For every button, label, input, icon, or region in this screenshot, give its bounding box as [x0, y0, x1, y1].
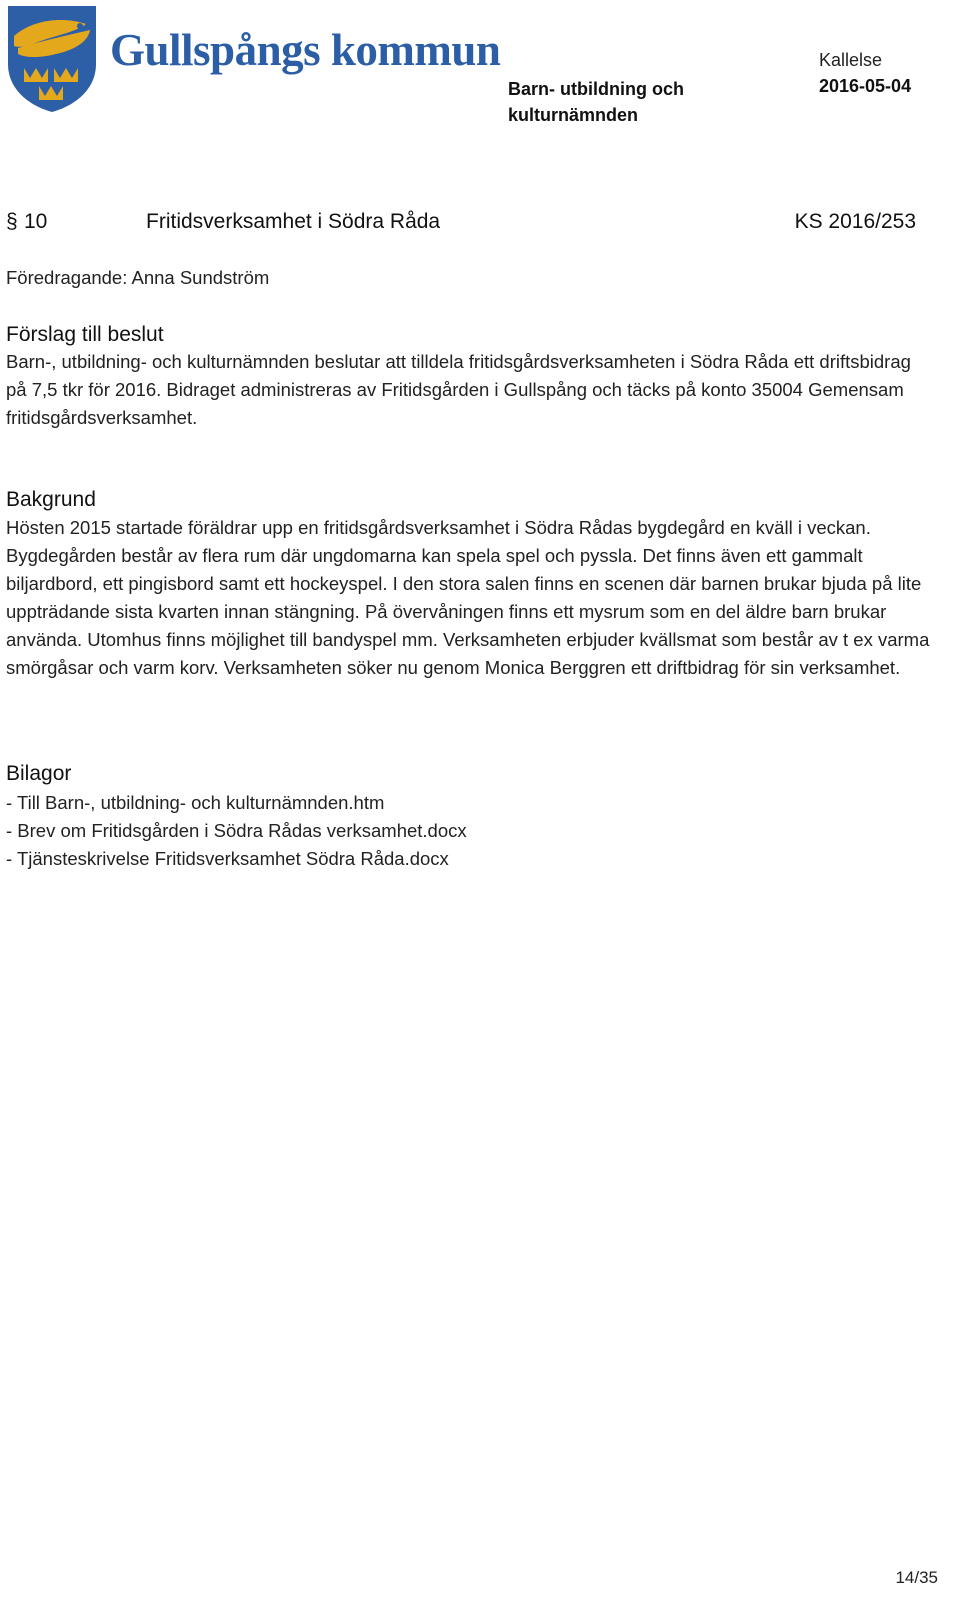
presenter: Föredragande: Anna Sundström: [6, 267, 270, 288]
section-number: 10: [24, 210, 48, 233]
section-symbol: §: [6, 210, 18, 233]
page-number: 14/35: [895, 1568, 938, 1587]
section-title: Fritidsverksamhet i Södra Råda: [146, 210, 441, 233]
meeting-date: 2016-05-04: [819, 76, 912, 96]
proposal-text: Barn-, utbildning- och kulturnämnden beslutar att tilldela fritidsgårdsverksamheten i Södra Råda ett driftsbidrag på 7,5 tkr för 2016. Bidraget administreras av Fritidsgården i Gullspång och täcks på konto 35004 Gemensam fritidsgårdsverksamhet.: [6, 351, 911, 428]
proposal-heading: Förslag till beslut: [6, 323, 164, 346]
attachments-list: [6, 789, 936, 873]
municipality-name: Gullspångs kommun: [110, 25, 501, 75]
attachment-item[interactable]: - Brev om Fritidsgården i Södra Rådas verksamhet.docx: [6, 820, 467, 841]
attachments-heading: Bilagor: [6, 762, 72, 785]
municipality-logo: [4, 2, 501, 120]
background-text: Hösten 2015 startade föräldrar upp en fritidsgårdsverksamhet i Södra Rådas bygdegård en kväll i veckan. Bygdegården består av flera rum där ungdomarna kan spela spel och pyssla. Det finns även ett gammalt biljardbord, ett pingisbord samt ett hockeyspel. I den stora salen finns en scenen där barnen brukar bjuda på lite uppträdande sista kvarten innan stängning. På övervåningen finns ett mysrum som en del äldre barn brukar använda. Utomhus finns möjlighet till bandyspel mm. Verksamheten erbjuder kvällsmat som består av t ex varma smörgåsar och varm korv. Verksamheten söker nu genom Monica Berggren ett driftbidrag för sin verksamhet.: [6, 517, 930, 678]
case-reference: KS 2016/253: [794, 210, 916, 233]
attachment-item[interactable]: - Till Barn-, utbildning- och kulturnämnden.htm: [6, 792, 385, 813]
attachment-item[interactable]: - Tjänsteskrivelse Fritidsverksamhet Södra Råda.docx: [6, 848, 449, 869]
background-heading: Bakgrund: [6, 488, 96, 511]
section-header: [6, 210, 926, 240]
committee-name: Barn- utbildning och kulturnämnden: [508, 79, 684, 125]
document-type: Kallelse: [819, 50, 883, 70]
municipal-crest-icon: [4, 2, 100, 114]
